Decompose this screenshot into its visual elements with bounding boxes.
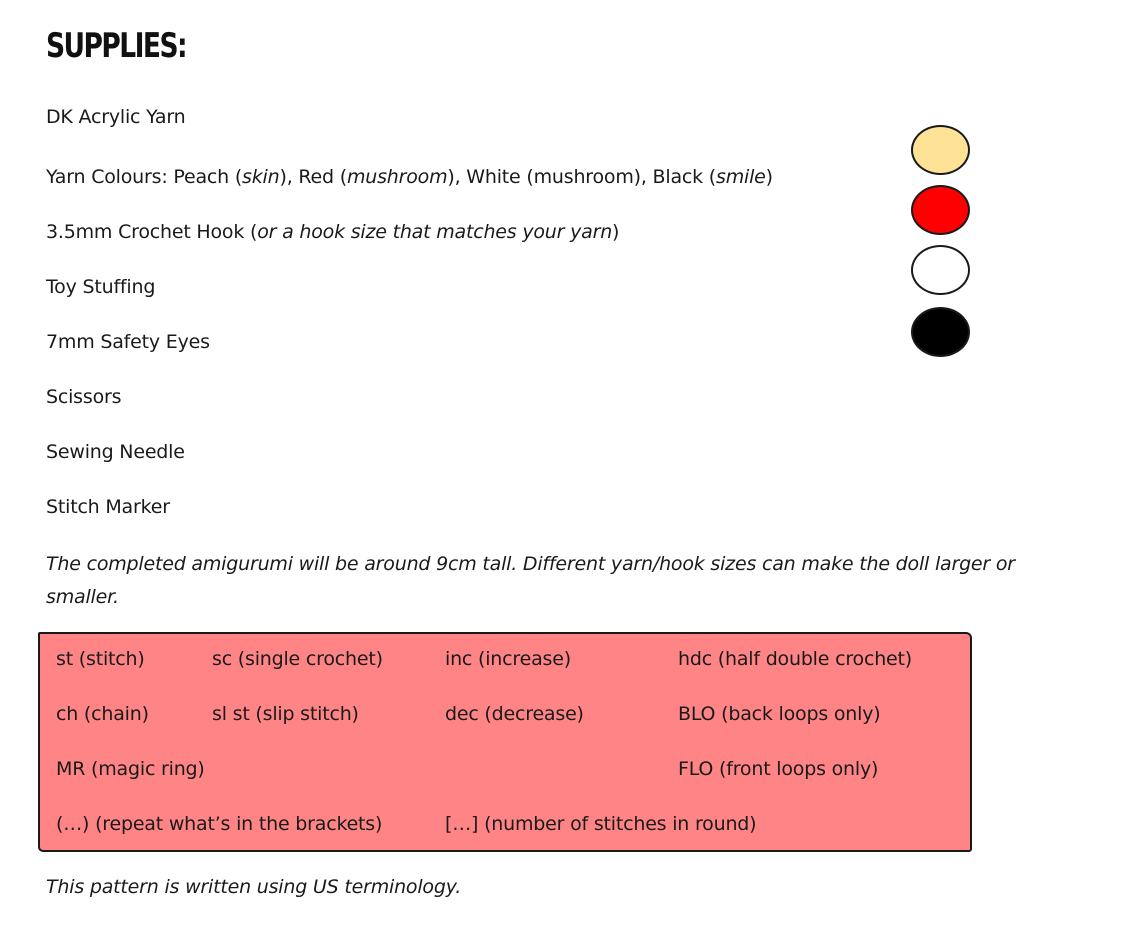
abbr-blo: BLO (back loops only) — [678, 703, 881, 725]
hook-prefix: 3.5mm Crochet Hook ( — [46, 221, 258, 243]
abbr-hdc: hdc (half double crochet) — [678, 648, 912, 670]
colours-prefix: Yarn Colours: Peach ( — [46, 166, 243, 188]
abbr-inc: inc (increase) — [445, 648, 571, 670]
supply-eyes: 7mm Safety Eyes — [46, 331, 210, 353]
white-swatch — [911, 245, 970, 295]
abbr-dec: dec (decrease) — [445, 703, 584, 725]
supply-yarn: DK Acrylic Yarn — [46, 106, 186, 128]
hook-italic: or a hook size that matches your yarn — [257, 221, 613, 243]
supplies-heading: SUPPLIES: — [46, 26, 187, 66]
colours-mid1: ), Red ( — [279, 166, 347, 188]
supply-scissors: Scissors — [46, 386, 122, 408]
colours-suffix: ) — [765, 166, 773, 188]
colour-smile: smile — [716, 166, 766, 188]
supply-stuffing: Toy Stuffing — [46, 276, 156, 298]
abbr-mr: MR (magic ring) — [56, 758, 205, 780]
peach-swatch — [911, 125, 970, 175]
supply-needle: Sewing Needle — [46, 441, 185, 463]
abbr-flo: FLO (front loops only) — [678, 758, 879, 780]
abbr-slst: sl st (slip stitch) — [212, 703, 359, 725]
terminology-note: This pattern is written using US terminology. — [46, 876, 462, 898]
supply-yarn-colours — [46, 164, 773, 190]
abbr-repeat: (…) (repeat what’s in the brackets) — [56, 813, 383, 835]
size-note: The completed amigurumi will be around 9cm tall. Different yarn/hook sizes can make the doll larger or smaller. — [46, 553, 1015, 608]
supply-hook — [46, 219, 619, 245]
abbr-sc: sc (single crochet) — [212, 648, 383, 670]
abbr-st: st (stitch) — [56, 648, 145, 670]
abbr-count: […] (number of stitches in round) — [445, 813, 757, 835]
colour-mushroom: mushroom — [346, 166, 448, 188]
abbreviations-box — [38, 632, 972, 852]
colours-mid2: ), White (mushroom), Black ( — [447, 166, 716, 188]
hook-suffix: ) — [612, 221, 620, 243]
red-swatch — [911, 185, 970, 235]
supply-marker: Stitch Marker — [46, 496, 170, 518]
black-swatch — [911, 307, 970, 357]
abbr-ch: ch (chain) — [56, 703, 149, 725]
colour-skin: skin — [242, 166, 280, 188]
